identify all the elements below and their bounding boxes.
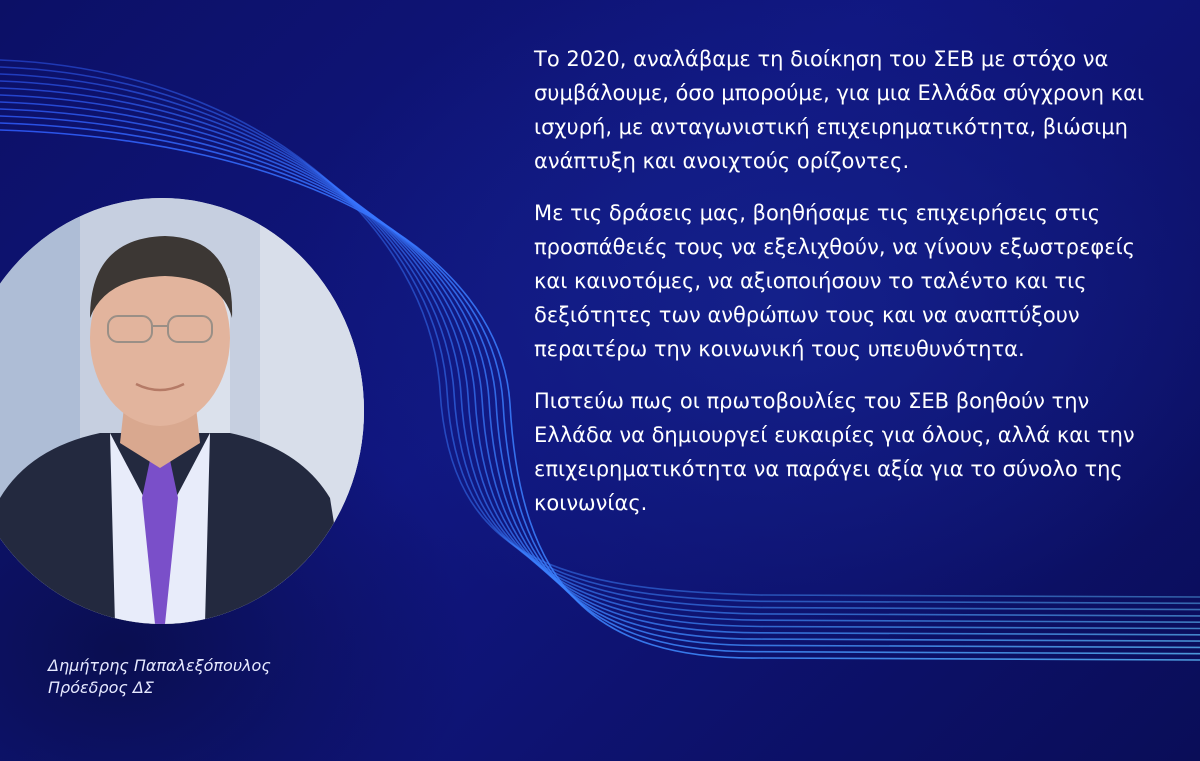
quote-paragraph-2: Με τις δράσεις μας, βοηθήσαμε τις επιχειρήσεις στις προσπάθειές τους να εξελιχθούν, να γίνουν εξωστρεφείς και καινοτόμες, να αξιοποιήσουν το ταλέντο και τις δεξιότητες των ανθρώπων τους και να αναπτύξουν περαιτέρω την κοινωνική τους υπευθυνότητα. (534, 201, 1136, 361)
quote-paragraph-1: Το 2020, αναλάβαμε τη διοίκηση του ΣΕΒ με στόχο να συμβάλουμε, όσο μπορούμε, για μια Ελλάδα σύγχρονη και ισχυρή, με ανταγωνιστική επιχειρηματικότητα, βιώσιμη ανάπτυξη και ανοιχτούς ορίζοντες. (534, 47, 1145, 173)
quote-paragraph-3: Πιστεύω πως οι πρωτοβουλίες του ΣΕΒ βοηθούν την Ελλάδα να δημιουργεί ευκαιρίες για όλους, αλλά και την επιχειρηματικότητα να παράγει αξία για το σύνολο της κοινωνίας. (534, 389, 1135, 515)
quote-text (534, 42, 1174, 538)
speaker-name: Δημήτρης Παπαλεξόπουλος (48, 656, 271, 675)
speaker-caption (48, 655, 271, 699)
speaker-role: Πρόεδρος ΔΣ (48, 678, 154, 697)
